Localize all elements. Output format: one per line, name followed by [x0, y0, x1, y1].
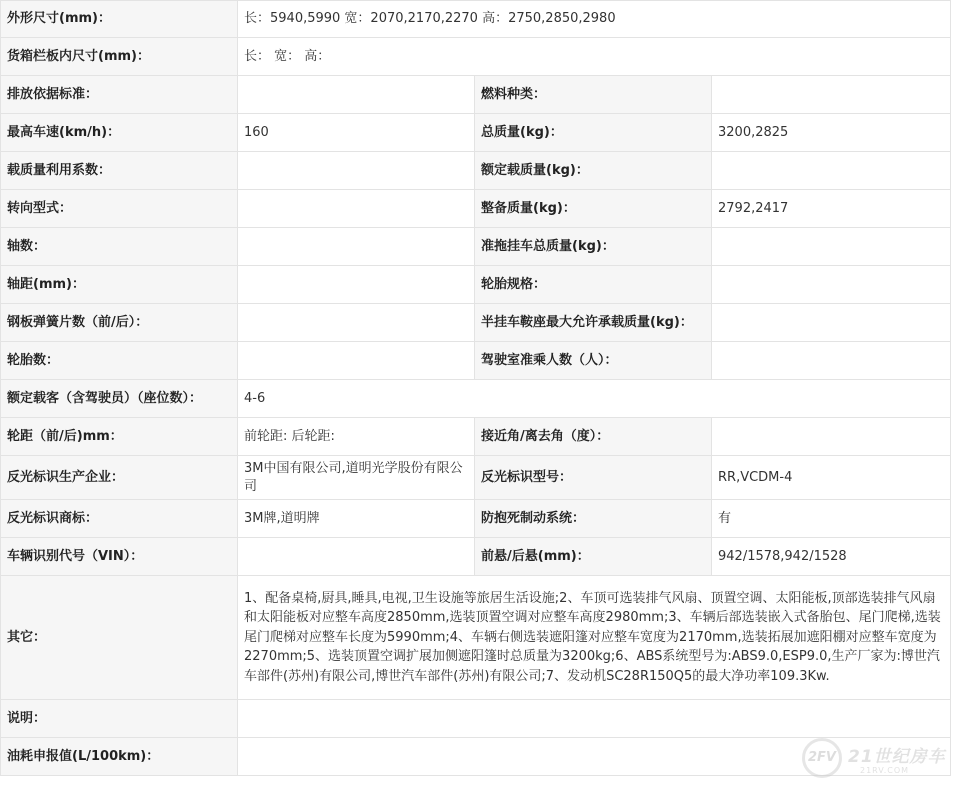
row-label: 轮胎数：: [1, 342, 238, 380]
row-label: 钢板弹簧片数（前/后）：: [1, 304, 238, 342]
row-value: 4-6: [238, 380, 951, 418]
row-value-2: [712, 342, 951, 380]
table-row: [1, 190, 951, 228]
table-row: [1, 538, 951, 576]
row-value-2: [712, 418, 951, 456]
table-row: [1, 456, 951, 500]
row-value: 160: [238, 114, 475, 152]
site-watermark: [800, 736, 950, 786]
row-label: 车辆识别代号（VIN）：: [1, 538, 238, 576]
row-value-2: RR,VCDM-4: [712, 456, 951, 500]
watermark-logo-icon: [802, 738, 842, 778]
row-value: 前轮距: 后轮距:: [238, 418, 475, 456]
row-value-2: 3200,2825: [712, 114, 951, 152]
row-value: [238, 76, 475, 114]
row-label: 说明：: [1, 700, 238, 738]
row-label: 轮距（前/后)mm：: [1, 418, 238, 456]
row-value-2: [712, 228, 951, 266]
row-label-2: 反光标识型号：: [475, 456, 712, 500]
row-value-2: 有: [712, 500, 951, 538]
table-row: [1, 342, 951, 380]
row-label: 反光标识商标：: [1, 500, 238, 538]
row-value: 1、配备桌椅,厨具,睡具,电视,卫生设施等旅居生活设施;2、车顶可选装排气风扇、顶置空调、太阳能板,顶部选装排气风扇和太阳能板对应整车高度2850mm,选装顶置空调对应整车高度2980mm;3、车辆后部选装嵌入式备胎包、尾门爬梯,选装尾门爬梯对应整车长度为5990mm;4、车辆右侧选装遮阳篷对应整车宽度为2170mm,选装拓展加遮阳棚对应整车宽度为2270mm;5、选装顶置空调扩展加侧遮阳篷时总质量为3200kg;6、ABS系统型号为:ABS9.0,ESP9.0,生产厂家为:博世汽车部件(苏州)有限公司,博世汽车部件(苏州)有限公司;7、发动机SC28R150Q5的最大净功率109.3Kw.: [238, 576, 951, 700]
row-label-2: 接近角/离去角（度）：: [475, 418, 712, 456]
row-label: 排放依据标准：: [1, 76, 238, 114]
row-value: [238, 342, 475, 380]
row-label-2: 轮胎规格：: [475, 266, 712, 304]
table-row: [1, 114, 951, 152]
row-label: 外形尺寸(mm)：: [1, 1, 238, 38]
row-label-2: 驾驶室准乘人数（人）：: [475, 342, 712, 380]
table-row: [1, 266, 951, 304]
table-row: [1, 1, 951, 38]
table-row: [1, 38, 951, 76]
row-label: 额定载客（含驾驶员）（座位数）：: [1, 380, 238, 418]
table-row: [1, 228, 951, 266]
row-value-2: [712, 76, 951, 114]
row-label: 货箱栏板内尺寸(mm)：: [1, 38, 238, 76]
watermark-site-url: 21RV.COM: [860, 766, 910, 775]
table-row: [1, 304, 951, 342]
row-value: 长：5940,5990 宽：2070,2170,2270 高：2750,2850,2980: [238, 1, 951, 38]
row-value: [238, 700, 951, 738]
row-label-2: 防抱死制动系统：: [475, 500, 712, 538]
row-label: 载质量利用系数：: [1, 152, 238, 190]
row-value: [238, 266, 475, 304]
table-row: [1, 576, 951, 700]
row-label: 轴距(mm)：: [1, 266, 238, 304]
watermark-logo-text: 2FV: [808, 750, 836, 765]
row-value-2: 2792,2417: [712, 190, 951, 228]
table-row: [1, 152, 951, 190]
row-value-2: 942/1578,942/1528: [712, 538, 951, 576]
row-label-2: 额定载质量(kg)：: [475, 152, 712, 190]
row-value: 3M牌,道明牌: [238, 500, 475, 538]
table-row: [1, 500, 951, 538]
row-value: [238, 304, 475, 342]
row-label-2: 整备质量(kg)：: [475, 190, 712, 228]
row-value: [238, 190, 475, 228]
table-row: [1, 380, 951, 418]
row-label: 最高车速(km/h)：: [1, 114, 238, 152]
row-value: 长： 宽： 高：: [238, 38, 951, 76]
row-label-2: 准拖挂车总质量(kg)：: [475, 228, 712, 266]
row-value: [238, 152, 475, 190]
row-label: 轴数：: [1, 228, 238, 266]
row-value-2: [712, 152, 951, 190]
row-label-2: 半挂车鞍座最大允许承载质量(kg)：: [475, 304, 712, 342]
row-value: [238, 538, 475, 576]
row-label: 转向型式：: [1, 190, 238, 228]
table-row: [1, 76, 951, 114]
row-label: 反光标识生产企业：: [1, 456, 238, 500]
row-label-2: 前悬/后悬(mm)：: [475, 538, 712, 576]
row-label-2: 燃料种类：: [475, 76, 712, 114]
row-label-2: 总质量(kg)：: [475, 114, 712, 152]
row-value: 3M中国有限公司,道明光学股份有限公司: [238, 456, 475, 500]
watermark-site-name: 21世纪房车: [848, 747, 946, 767]
row-label: 其它：: [1, 576, 238, 700]
row-label: 油耗申报值(L/100km)：: [1, 738, 238, 776]
row-value-2: [712, 266, 951, 304]
row-value: [238, 228, 475, 266]
table-row: [1, 700, 951, 738]
row-value-2: [712, 304, 951, 342]
table-row: [1, 418, 951, 456]
